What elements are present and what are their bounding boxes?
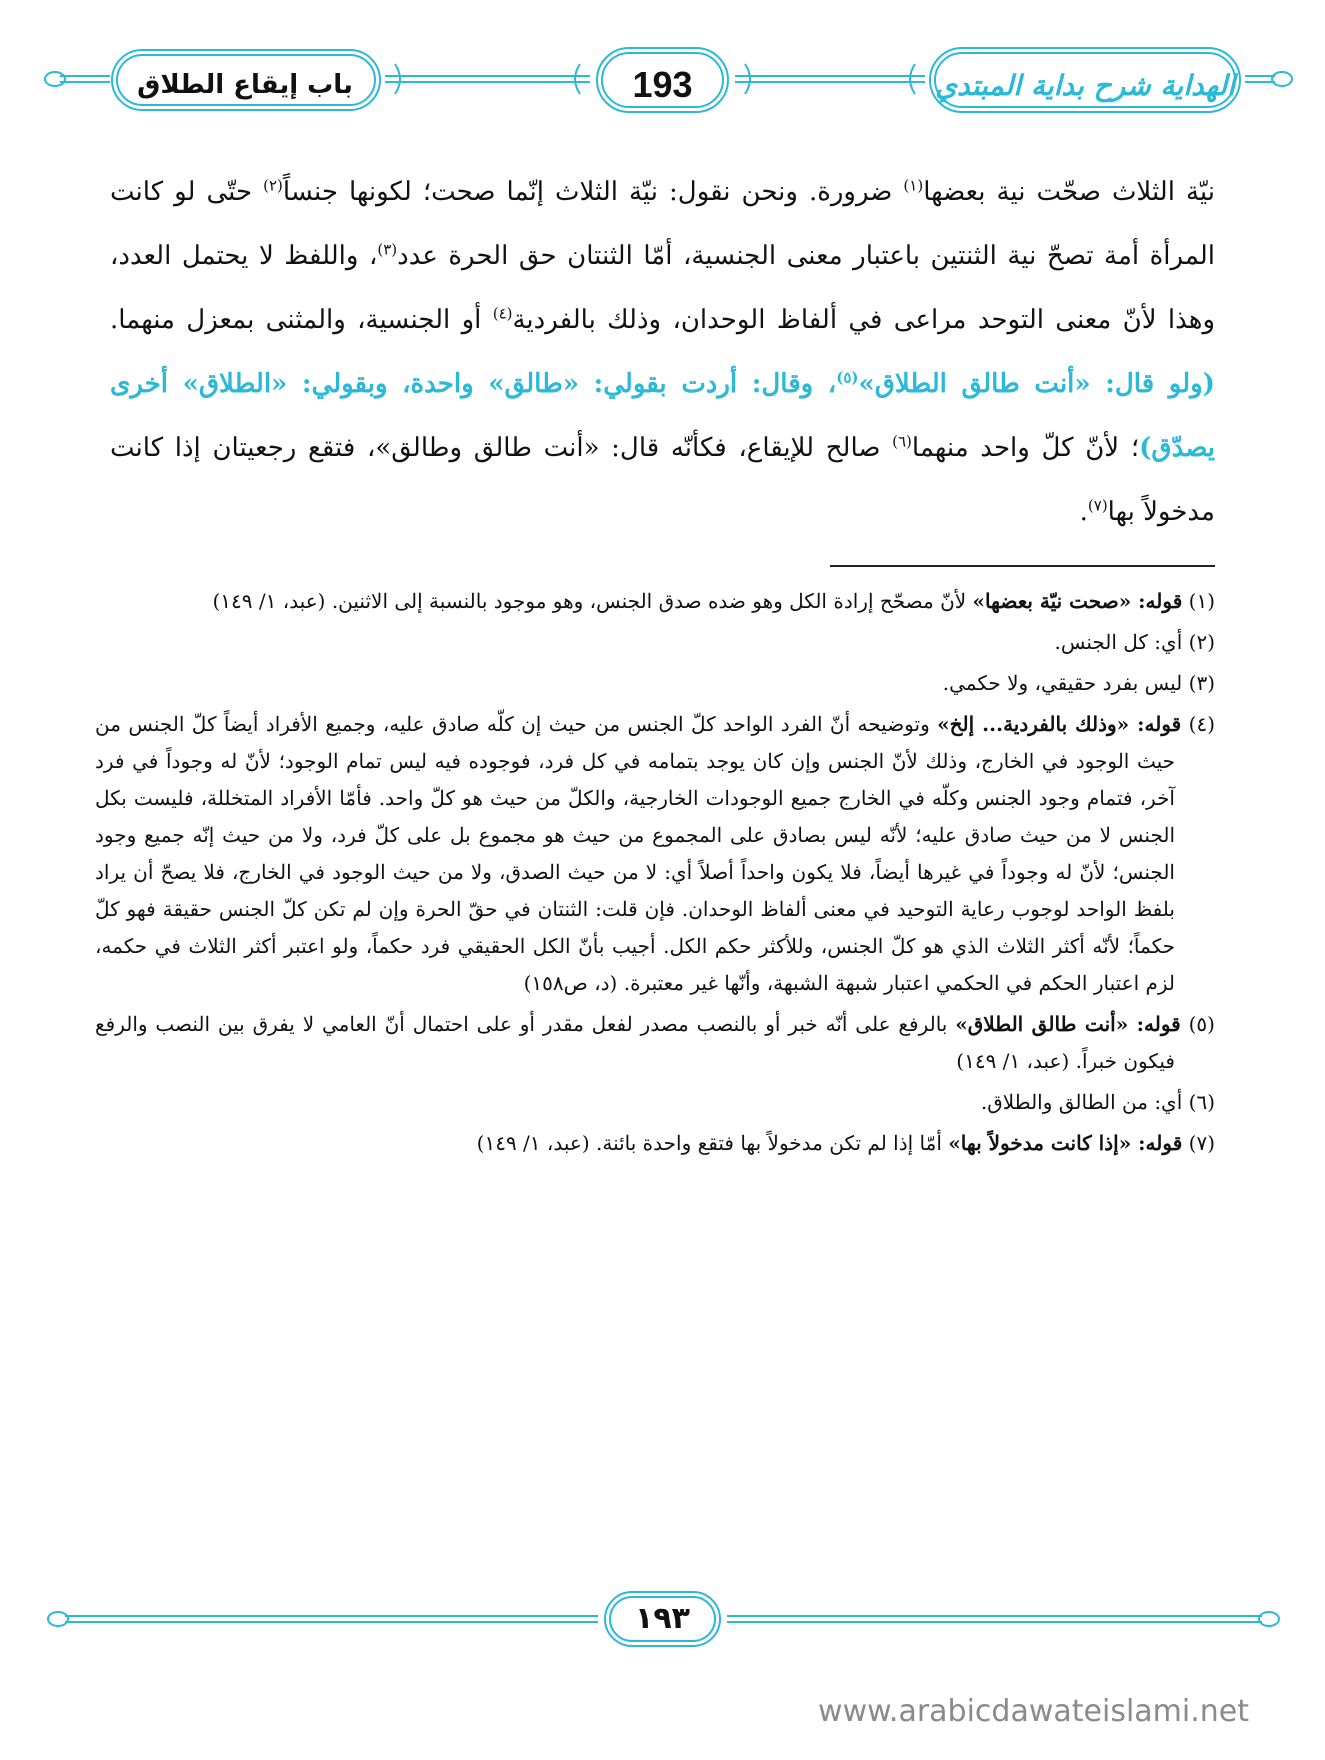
footnote-2: (٢) أي: كل الجنس. xyxy=(1054,630,1215,654)
chapter-title: باب إيقاع الطلاق xyxy=(137,70,353,100)
book-title-logo: الهداية شرح بداية المبتدي xyxy=(935,68,1235,102)
footnote-ref: (٣) xyxy=(377,240,398,259)
footnote-ref: (٥) xyxy=(836,368,859,387)
footnote-ref: (١) xyxy=(903,176,924,195)
footnote-ref: (٧) xyxy=(1087,496,1108,515)
page-number-top: 193 xyxy=(632,64,693,105)
matn-highlight: (ولو قال: «أنت طالق الطلاق» xyxy=(858,369,1215,399)
footnote-ref: (٦) xyxy=(892,432,912,451)
page-number-bottom: ١٩٣ xyxy=(635,1600,690,1636)
page-footer xyxy=(0,1590,1325,1650)
website-url[interactable]: www.arabicdawateislami.net xyxy=(818,1694,1249,1729)
footnote-1: (١) قوله: «صحت نيّة بعضها» لأنّ مصحّح إرادة الكل وهو ضده صدق الجنس، وهو موجود بالنسبة إلى الاثنين. (عبد، ١/ ١٤٩) xyxy=(212,589,1215,613)
footnote-6: (٦) أي: من الطالق والطلاق. xyxy=(980,1090,1215,1114)
main-paragraph: نيّة الثلاث صحّت نية بعضها$^{(١)}$ ضرورة. ونحن نقول: نيّة الثلاث إنّما صحت؛ لكونها جنساً$^{(٢)}$ حتّى لو كانت المرأة أمة تصحّ نية الثنتين باعتبار معنى الجنسية، أمّا الثنتان حق الحرة عدد$^{(٣)}$، واللفظ لا يحتمل العدد، وهذا لأنّ معنى التوحد مراعى في ألفاظ الوحدان، وذلك بالفردية$^{(٤)}$ أو الجنسية، والمثنى بمعزل منهما. (ولو قال: «أنت طالق الطلاق»$^{(٥)}$، وقال: أردت بقولي: «طالق» واحدة، وبقولي: «الطلاق» أخرى يصدّق)؛ لأنّ كلّ واحد منهما$^{(٦)}$ صالح للإيقاع، فكأنّه قال: «أنت طالق وطالق»، فتقع رجعيتان إذا كانت مدخولاً بها$^{(٧)}$. xyxy=(110,176,1215,527)
footnote-separator xyxy=(830,565,1215,567)
footnote-4: (٤) قوله: «وذلك بالفردية... إلخ» وتوضيحه أنّ الفرد الواحد كلّ الجنس من حيث إن كلّه صادق عليه، وجميع الأفراد أيضاً كلّ الجنس من حيث الوجود في الخارج، وذلك لأنّ الجنس وإن كان يوجد بتمامه في كل فرد، فوجوده فيه ليس تمام الوجود؛ لأنّ له وجوداً في فرد آخر، فتمام وجود الجنس وكلّه في الخارج جميع الوجودات الخارجية، والكلّ من حيث هو كلّ واحد. فأمّا الأفراد المتخللة، فليست بكل الجنس لا من حيث صادق عليه؛ لأنّه ليس بصادق على المجموع من حيث هو مجموع بل على كلّ فرد، ولا من حيث إنّه جميع وجود الجنس؛ لأنّ له وجوداً في غيرها أيضاً، فلا يكون واحداً أصلاً أي: لا من حيث الصدق، ولا من حيث الوجود في الخارج، فلا يصحّ أن يراد بلفظ الواحد لوجوب رعاية التوحيد في معنى ألفاظ الوحدان. فإن قلت: الثنتان في حقّ الحرة وإن لم تكن كلّ الجنس حقيقة فهو كلّ حكماً؛ لأنّه أكثر الثلاث الذي هو كلّ الجنس، وللأكثر حكم الكل. أجيب بأنّ الكل الحقيقي فرد حكماً، ولو اعتبر أكثر الثلاث في حكمه، لزم اعتبار الحكم في الحكمي اعتبار شبهة الشبهة، وأنّها غير معتبرة. (د، ص١٥٨) xyxy=(95,712,1216,995)
footnote-ref: (٢) xyxy=(263,176,283,195)
footnote-7: (٧) قوله: «إذا كانت مدخولاً بها» أمّا إذا لم تكن مدخولاً بها فتقع واحدة بائنة. (عبد، ١/ ١٤٩) xyxy=(476,1131,1215,1155)
main-text xyxy=(110,160,1215,544)
footnotes xyxy=(95,583,1215,1166)
page-header xyxy=(0,0,1325,150)
footnote-5: (٥) قوله: «أنت طالق الطلاق» بالرفع على أنّه خبر أو بالنصب مصدر لفعل مقدر أو على احتمال أنّ العامي لا يفرق بين النصب والرفع فيكون خبراً. (عبد، ١/ ١٤٩) xyxy=(95,1012,1215,1073)
matn-highlight: ، وقال: أردت بقولي: «طالق» واحدة، وبقولي: «الطلاق» أخرى يصدّق) xyxy=(110,369,1215,463)
footnote-ref: (٤) xyxy=(492,304,513,323)
footnote-3: (٣) ليس بفرد حقيقي، ولا حكمي. xyxy=(942,671,1215,695)
